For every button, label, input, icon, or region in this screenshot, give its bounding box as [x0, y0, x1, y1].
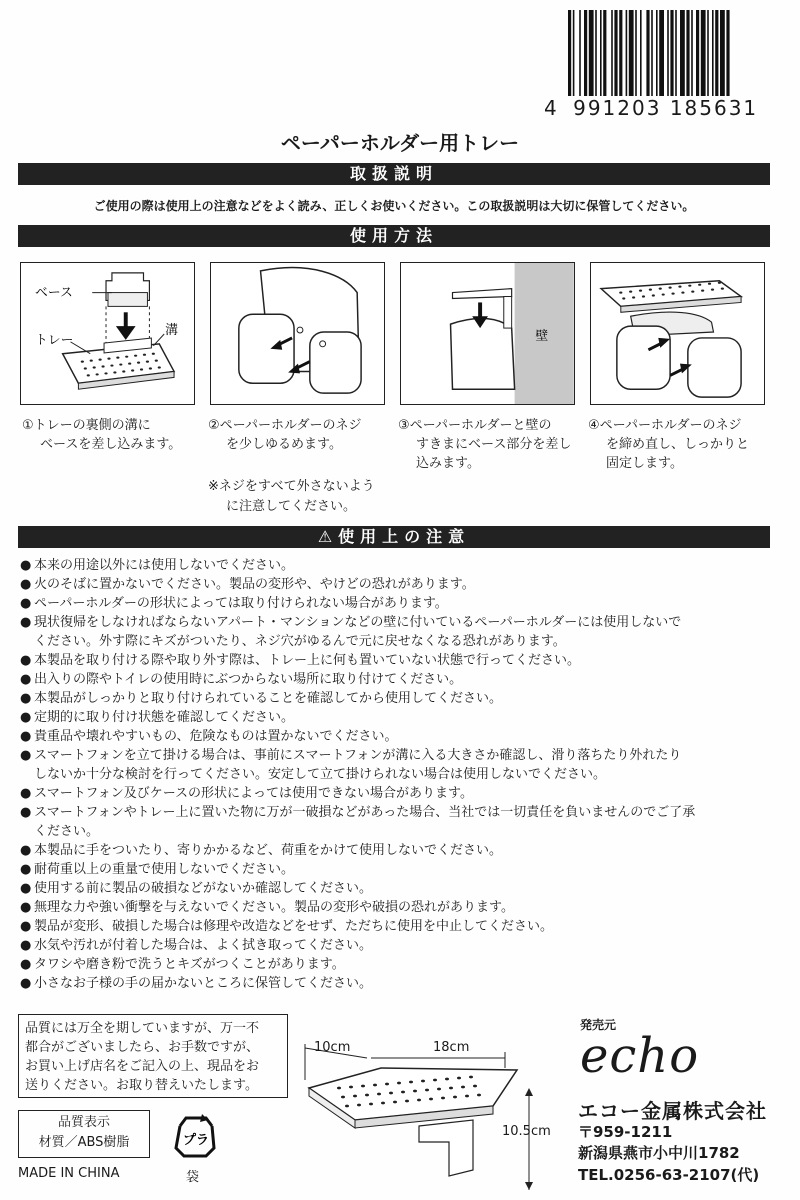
step-4-text	[588, 416, 768, 473]
step2-illustration	[210, 262, 385, 405]
caution-item	[20, 784, 780, 803]
caution-item	[20, 575, 780, 594]
guarantee-line3: お買い上げ店名をご記入の上、現品をお	[25, 1059, 260, 1074]
label-groove: 溝	[165, 322, 178, 338]
company-address: 新潟県燕市小中川1782	[578, 1144, 740, 1162]
caution-text: 定期的に取り付け状態を確認してください。	[34, 710, 295, 725]
step3-illustration	[400, 262, 575, 405]
bullet: ●	[20, 672, 32, 687]
guarantee-notice	[18, 1014, 288, 1098]
caution-item	[20, 556, 780, 575]
caution-text: ください。	[34, 824, 100, 839]
caution-item	[20, 974, 780, 993]
caution-text: タワシや磨き粉で洗うとキズがつくことがあります。	[34, 957, 345, 972]
quality-label	[18, 1110, 150, 1158]
step-3-line1: ③ペーパーホルダーと壁の	[398, 418, 552, 433]
caution-text: 出入りの際やトイレの使用時にぶつからない場所に取り付けてください。	[34, 672, 463, 687]
caution-list	[20, 556, 780, 993]
step-2-note-line1: ※ネジをすべて外さないよう	[208, 479, 375, 494]
origin-text: MADE IN CHINA	[18, 1166, 120, 1181]
guarantee-line4: 送りください。お取り替えいたします。	[25, 1078, 258, 1093]
step1-illustration	[20, 262, 195, 405]
caution-item	[20, 727, 780, 746]
step-3-line2: すきまにベース部分を差し	[416, 437, 572, 452]
bullet: ●	[20, 957, 32, 972]
step-4-line2: を締め直し、しっかりと	[606, 437, 750, 452]
postal-code: 〒959-1211	[578, 1123, 673, 1141]
dimension-width: 18cm	[433, 1040, 470, 1055]
step-1-line1: ①トレーの裏側の溝に	[22, 418, 151, 433]
caution-item	[20, 936, 780, 955]
step4-illustration	[590, 262, 765, 405]
bullet: ●	[20, 615, 32, 630]
caution-item	[20, 689, 780, 708]
caution-text: しないか十分な検討を行ってください。安定して立て掛けられない場合は使用しないでください。	[34, 767, 607, 782]
caution-text: 現状復帰をしなければならないアパート・マンションなどの壁に付いているペーパーホルダーには使用しないで	[34, 615, 682, 630]
bullet: ●	[20, 900, 32, 915]
caution-text: 本来の用途以外には使用しないでください。	[34, 558, 295, 573]
product-title: ペーパーホルダー用トレー	[280, 131, 520, 155]
caution-text: スマートフォンを立て掛ける場合は、事前にスマートフォンが溝に入る大きさか確認し、滑り落ちたり外れたり	[34, 748, 682, 763]
caution-text: 本製品がしっかりと取り付けられていることを確認してから使用してください。	[34, 691, 503, 706]
caution-item	[20, 594, 780, 613]
caution-text: 火のそばに置かないでください。製品の変形や、やけどの恐れがあります。	[34, 577, 475, 592]
barcode-group2: 185631	[669, 96, 759, 120]
caution-item	[20, 879, 780, 898]
barcode-group1: 991203	[573, 96, 662, 120]
recycle-mark-text: プラ	[183, 1133, 210, 1148]
step-3-line3: 込みます。	[416, 456, 480, 471]
caution-text: 製品が変形、破損した場合は修理や改造などをせず、ただちに使用を中止してください。	[34, 919, 553, 934]
quality-title: 品質表示	[57, 1115, 110, 1130]
caution-text: 無理な力や強い衝撃を与えないでください。製品の変形や破損の恐れがあります。	[34, 900, 514, 915]
section-header-caution: ⚠使用上の注意	[18, 526, 770, 548]
bullet: ●	[20, 748, 32, 763]
label-wall: 壁	[535, 328, 549, 344]
caution-item	[20, 651, 780, 670]
bullet: ●	[20, 577, 32, 592]
section-header-instructions: 取扱説明	[18, 163, 770, 185]
bullet: ●	[20, 653, 32, 668]
barcode-lead-digit: 4	[544, 96, 559, 120]
caution-item	[20, 841, 780, 860]
company-name: エコー金属株式会社	[578, 1099, 767, 1123]
barcode-number	[544, 96, 784, 120]
step-2-note-line2: に注意してください。	[226, 499, 357, 514]
bullet: ●	[20, 691, 32, 706]
step-1-text	[22, 416, 202, 454]
bullet: ●	[20, 919, 32, 934]
label-base: ベース	[35, 285, 73, 301]
barcode	[566, 10, 786, 100]
step-2-line2: を少しゆるめます。	[226, 437, 342, 452]
step-2-text	[208, 416, 388, 454]
caution-text: ください。外す際にキズがついたり、ネジ穴がゆるんで元に戻せなくなる恐れがあります。	[34, 634, 566, 649]
bullet: ●	[20, 558, 32, 573]
caution-item	[20, 803, 780, 822]
step-4-line1: ④ペーパーホルダーのネジ	[588, 418, 742, 433]
guarantee-line1: 品質には万全を期していますが、万一不	[25, 1021, 260, 1036]
caution-item	[20, 670, 780, 689]
recycle-pla-icon	[172, 1112, 218, 1160]
caution-text: ペーパーホルダーの形状によっては取り付けられない場合があります。	[34, 596, 448, 611]
bullet: ●	[20, 729, 32, 744]
caution-item	[20, 822, 780, 841]
step-4-line3: 固定します。	[606, 456, 683, 471]
recycle-label: 袋	[186, 1170, 200, 1185]
dimension-depth: 10cm	[314, 1040, 351, 1055]
bullet: ●	[20, 786, 32, 801]
caution-text: 耐荷重以上の重量で使用しないでください。	[34, 862, 295, 877]
intro-text: ご使用の際は使用上の注意などをよく読み、正しくお使いください。この取扱説明は大切に保管してください。	[93, 199, 695, 213]
bullet: ●	[20, 938, 32, 953]
bullet: ●	[20, 976, 32, 991]
dimension-height: 10.5cm	[502, 1124, 551, 1139]
company-tel: TEL.0256-63-2107(代)	[578, 1166, 760, 1184]
caution-text: 使用する前に製品の破損などがないか確認してください。	[34, 881, 373, 896]
bullet: ●	[20, 862, 32, 877]
caution-item	[20, 955, 780, 974]
caution-text: スマートフォン及びケースの形状によっては使用できない場合があります。	[34, 786, 474, 801]
caution-text: 本製品に手をついたり、寄りかかるなど、荷重をかけて使用しないでください。	[34, 843, 503, 858]
caution-text: 本製品を取り付ける際や取り外す際は、トレー上に何も置いていない状態で行ってください。	[34, 653, 581, 668]
caution-text: 小さなお子様の手の届かないところに保管してください。	[34, 976, 373, 991]
caution-text: 水気や汚れが付着した場合は、よく拭き取ってください。	[34, 938, 373, 953]
caution-item	[20, 898, 780, 917]
section-header-usage: 使用方法	[18, 225, 770, 247]
bullet: ●	[20, 843, 32, 858]
quality-material: 材質／ABS樹脂	[38, 1135, 130, 1150]
caution-item	[20, 917, 780, 936]
caution-item	[20, 708, 780, 727]
bullet: ●	[20, 596, 32, 611]
caution-text: スマートフォンやトレー上に置いた物に万が一破損などがあった場合、当社では一切責任を負いませんのでご了承	[34, 805, 696, 820]
step-2-line1: ②ペーパーホルダーのネジ	[208, 418, 362, 433]
publisher-label: 発売元	[580, 1018, 617, 1032]
caution-item	[20, 860, 780, 879]
caution-item	[20, 632, 780, 651]
step-3-text	[398, 416, 578, 473]
echo-logo: echo	[580, 1028, 700, 1084]
caution-text: 貴重品や壊れやすいもの、危険なものは置かないでください。	[34, 729, 398, 744]
caution-item	[20, 746, 780, 765]
step-2-note	[208, 477, 398, 517]
guarantee-line2: 都合がございましたら、お手数ですが、	[25, 1040, 260, 1055]
caution-item	[20, 765, 780, 784]
step-1-line2: ベースを差し込みます。	[40, 437, 182, 452]
bullet: ●	[20, 710, 32, 725]
label-tray: トレー	[35, 332, 74, 348]
bullet: ●	[20, 881, 32, 896]
bullet: ●	[20, 805, 32, 820]
caution-item	[20, 613, 780, 632]
